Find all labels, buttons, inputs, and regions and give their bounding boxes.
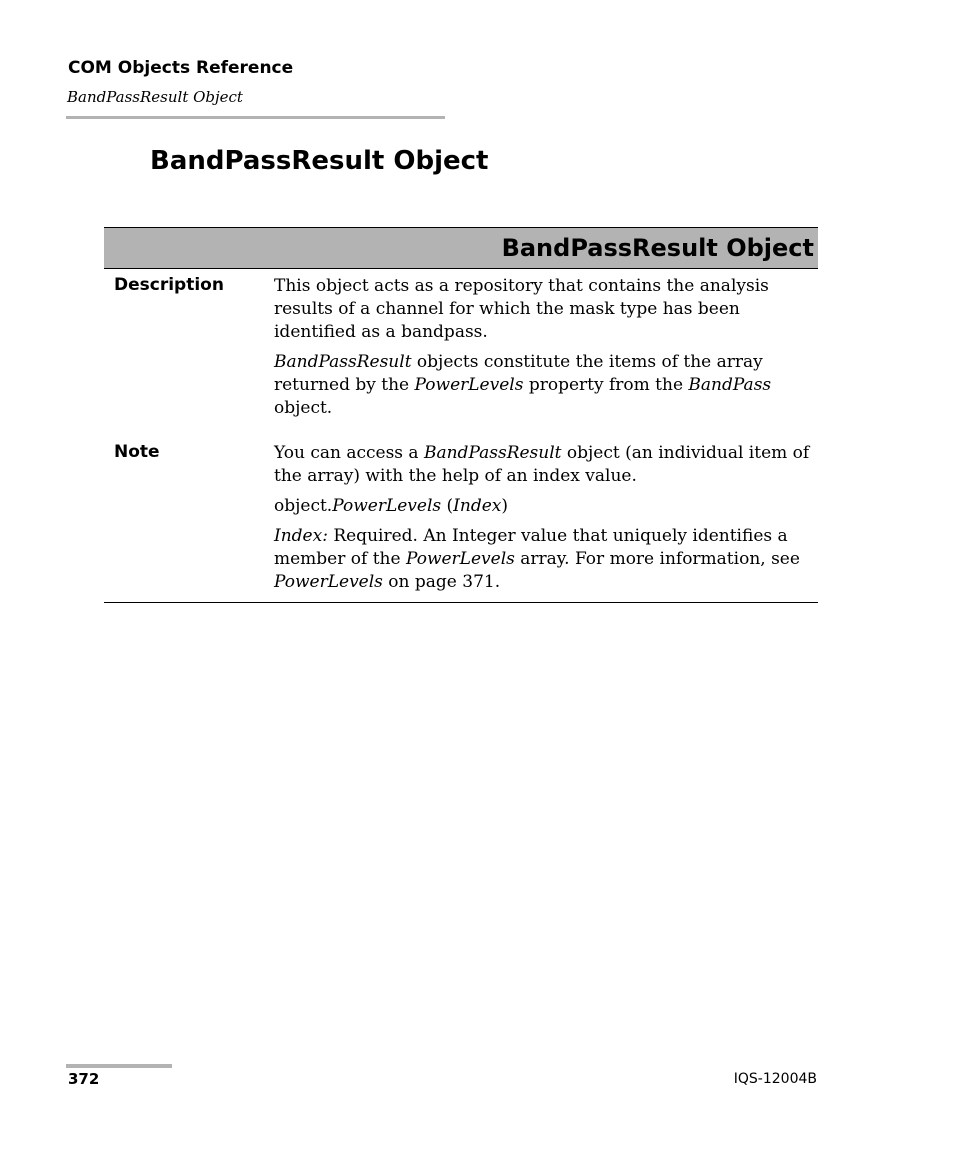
table-heading-bar bbox=[104, 227, 818, 269]
table-heading: BandPassResult Object bbox=[501, 234, 814, 262]
note-paragraph-1: You can access a BandPassResult object (an individual item of the array) with the help of an index value. bbox=[274, 443, 810, 486]
header-section-title: BandPassResult Object bbox=[67, 88, 243, 106]
footer-doc-id: IQS-12004B bbox=[733, 1071, 817, 1087]
row-label-note: Note bbox=[114, 442, 160, 462]
page-title: BandPassResult Object bbox=[150, 146, 489, 176]
row-label-description: Description bbox=[114, 275, 224, 295]
note-paragraph-3: Index: Required. An Integer value that uniquely identifies a member of the PowerLevels array. For more information, see PowerLevels on page 371. bbox=[274, 526, 800, 592]
row-body-description bbox=[274, 275, 818, 427]
table-row-note bbox=[104, 427, 818, 603]
header-rule bbox=[66, 116, 445, 119]
description-paragraph-1: This object acts as a repository that contains the analysis results of a channel for which the mask type has been identified as a bandpass. bbox=[274, 276, 769, 342]
row-body-note bbox=[274, 442, 818, 601]
note-syntax: object.PowerLevels (Index) bbox=[274, 496, 509, 516]
header-chapter-title: COM Objects Reference bbox=[68, 58, 294, 78]
footer-rule bbox=[66, 1064, 172, 1068]
description-paragraph-2: BandPassResult objects constitute the items of the array returned by the PowerLevels property from the BandPass object. bbox=[274, 352, 772, 418]
object-table bbox=[104, 227, 818, 603]
table-row-description bbox=[104, 269, 818, 427]
footer-page-number: 372 bbox=[68, 1070, 100, 1088]
